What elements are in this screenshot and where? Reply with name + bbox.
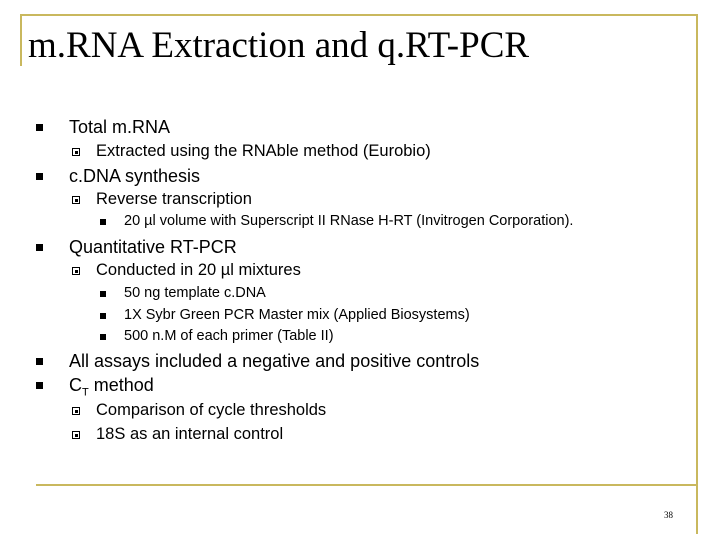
square-bullet-icon — [36, 382, 43, 389]
bullet-ct-method: $C_T$ method — [69, 375, 154, 399]
square-bullet-icon — [36, 358, 43, 365]
bullet-all-assays: All assays included a negative and positive controls — [69, 351, 479, 372]
page-number: 38 — [664, 510, 673, 520]
hollow-square-bullet-icon — [72, 267, 80, 275]
sub-bullet-comparison: Comparison of cycle thresholds — [96, 401, 326, 420]
sub-bullet-internal-control: 18S as an internal control — [96, 425, 283, 444]
hollow-square-bullet-icon — [72, 431, 80, 439]
sub-bullet-conducted: Conducted in 20 µl mixtures — [96, 261, 301, 280]
bullet-cdna-synthesis: c.DNA synthesis — [69, 166, 200, 187]
sub-sub-bullet-template: 50 ng template c.DNA — [124, 285, 266, 301]
square-bullet-icon — [100, 334, 106, 340]
hollow-square-bullet-icon — [72, 148, 80, 156]
square-bullet-icon — [36, 124, 43, 131]
sub-bullet-reverse-transcription: Reverse transcription — [96, 190, 252, 209]
sub-bullet-extracted: Extracted using the RNAble method (Eurobio) — [96, 142, 431, 161]
hollow-square-bullet-icon — [72, 196, 80, 204]
top-rule — [22, 14, 698, 16]
square-bullet-icon — [100, 291, 106, 297]
square-bullet-icon — [100, 219, 106, 225]
right-rule — [696, 14, 698, 534]
sub-sub-bullet-master-mix: 1X Sybr Green PCR Master mix (Applied Biosystems) — [124, 307, 470, 323]
sub-sub-bullet-volume: 20 µl volume with Superscript II RNase H-RT (Invitrogen Corporation). — [124, 213, 573, 229]
square-bullet-icon — [36, 244, 43, 251]
square-bullet-icon — [100, 313, 106, 319]
square-bullet-icon — [36, 173, 43, 180]
title-left-rule — [20, 14, 22, 66]
slide-title: m.RNA Extraction and q.RT-PCR — [28, 25, 530, 66]
hollow-square-bullet-icon — [72, 407, 80, 415]
bottom-rule — [36, 484, 698, 486]
sub-sub-bullet-primer: 500 n.M of each primer (Table II) — [124, 328, 334, 344]
bullet-total-mrna: Total m.RNA — [69, 117, 170, 138]
bullet-quantitative-rt-pcr: Quantitative RT-PCR — [69, 237, 237, 258]
